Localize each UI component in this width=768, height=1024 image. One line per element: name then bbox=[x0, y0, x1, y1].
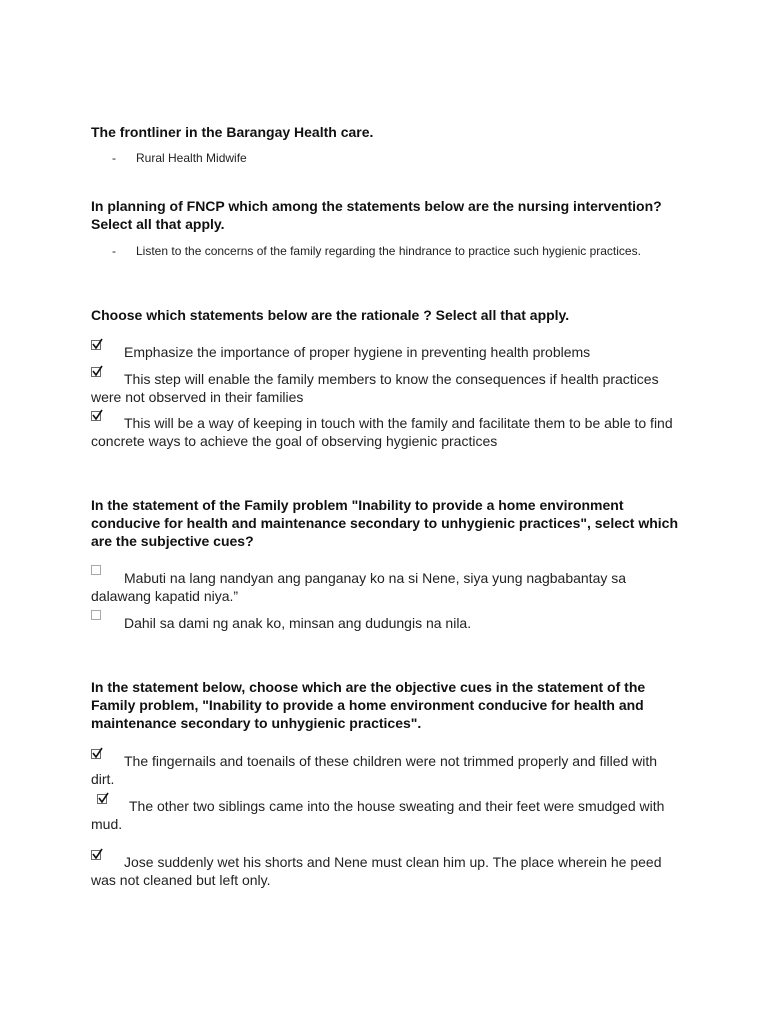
answer-item bbox=[112, 243, 652, 259]
option-text: Dahil sa dami ng anak ko, minsan ang dudungis na nila. bbox=[124, 615, 472, 631]
option-text: Emphasize the importance of proper hygiene in preventing health problems bbox=[124, 344, 591, 360]
question-frontliner: The frontliner in the Barangay Health care. bbox=[91, 124, 374, 140]
option-text: Mabuti na lang nandyan ang panganay ko na si Nene, siya yung nagbabantay sa dalawang kapatid niya.” bbox=[91, 570, 627, 604]
question-rationale: Choose which statements below are the rationale ? Select all that apply. bbox=[91, 307, 570, 323]
option-text: The fingernails and toenails of these children were not trimmed properly and filled with dirt. bbox=[91, 753, 658, 787]
answer-item bbox=[112, 150, 652, 166]
answer-text: Listen to the concerns of the family regarding the hindrance to practice such hygienic practices. bbox=[136, 244, 641, 258]
option-text: Jose suddenly wet his shorts and Nene must clean him up. The place wherein he peed was not cleaned but left only. bbox=[91, 854, 662, 888]
option-text: This step will enable the family members to know the consequences if health practices were not observed in their families bbox=[91, 371, 659, 405]
option-text: The other two siblings came into the house sweating and their feet were smudged with mud. bbox=[91, 798, 665, 832]
dash-marker: - bbox=[112, 151, 116, 165]
question-subjective-cues: In the statement of the Family problem "Inability to provide a home environment conducive for health and maintenance secondary to unhygienic practices", select which are the subjective cues? bbox=[91, 497, 679, 549]
question-objective-cues: In the statement below, choose which are the objective cues in the statement of the Family problem, "Inability to provide a home environment conducive for health and maintenance secondary to unhygienic practices". bbox=[91, 679, 646, 731]
option-text: This will be a way of keeping in touch with the family and facilitate them to be able to find concrete ways to achieve the goal of observing hygienic practices bbox=[91, 415, 673, 449]
answer-text: Rural Health Midwife bbox=[136, 151, 247, 165]
question-nursing-intervention: In planning of FNCP which among the statements below are the nursing intervention? Select all that apply. bbox=[91, 198, 662, 232]
dash-marker: - bbox=[112, 244, 116, 258]
